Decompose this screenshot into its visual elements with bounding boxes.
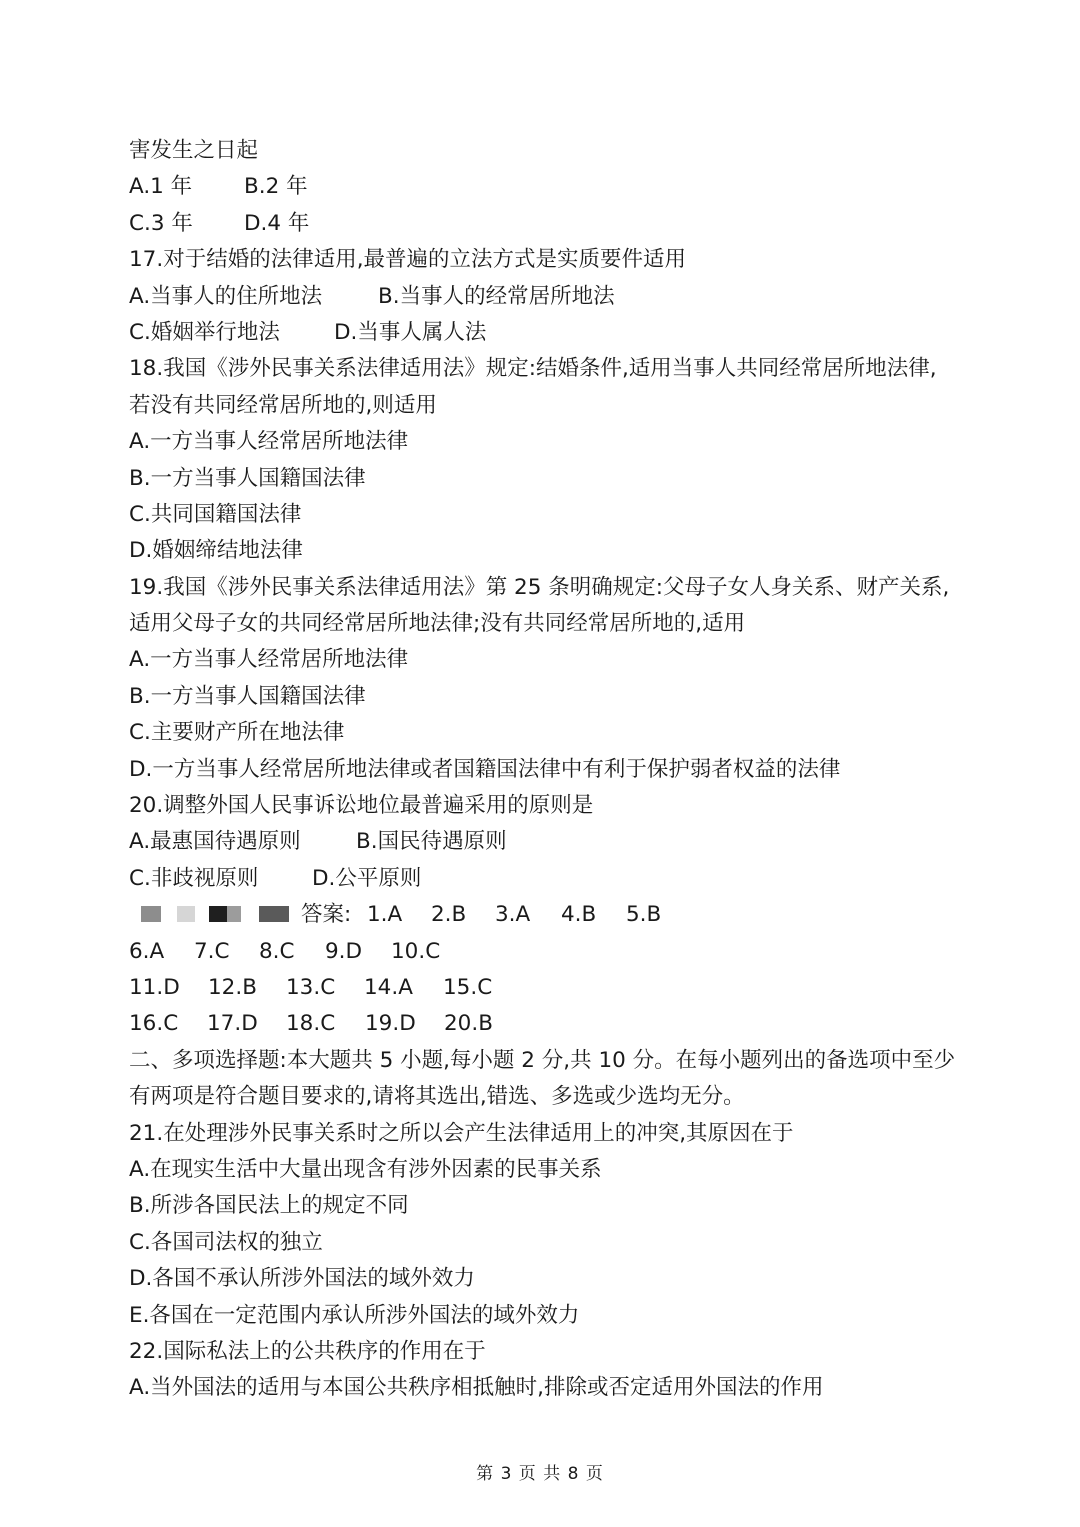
option-row xyxy=(129,824,959,860)
answer: 15.C xyxy=(443,974,493,1000)
answer: 5.B xyxy=(626,902,662,928)
section-heading: 二、多项选择题:本大题共 5 小题,每小题 2 分,共 10 分。在每小题列出的备选项中至少 xyxy=(129,1047,956,1073)
option-row xyxy=(129,861,959,897)
answer: 11.D xyxy=(129,974,180,1000)
answer: 3.A xyxy=(495,902,531,928)
page-content xyxy=(129,133,959,1407)
answer: 12.B xyxy=(208,974,257,1000)
option-b: B.2 年 xyxy=(244,174,308,200)
option-b: B.一方当事人国籍国法律 xyxy=(129,683,366,709)
option-d: D.婚姻缔结地法律 xyxy=(129,538,303,564)
option-c: C.婚姻举行地法 xyxy=(129,319,280,345)
answer: 10.C xyxy=(391,938,441,964)
answer: 4.B xyxy=(561,902,597,928)
answers-row xyxy=(129,934,959,970)
answer: 7.C xyxy=(194,938,230,964)
answer: 2.B xyxy=(431,902,467,928)
option-row xyxy=(129,315,959,351)
answer: 6.A xyxy=(129,938,165,964)
option-d: D.各国不承认所涉外国法的域外效力 xyxy=(129,1266,475,1292)
answer: 20.B xyxy=(444,1011,493,1037)
question-17: 17.对于结婚的法律适用,最普遍的立法方式是实质要件适用 xyxy=(129,247,687,273)
redacted-text xyxy=(129,906,301,922)
text-line: 适用父母子女的共同经常居所地法律;没有共同经常居所地的,适用 xyxy=(129,611,746,637)
option-a: A.在现实生活中大量出现含有涉外因素的民事关系 xyxy=(129,1156,602,1182)
option-b: B.一方当事人国籍国法律 xyxy=(129,465,366,491)
option-row xyxy=(129,206,959,242)
answers-row xyxy=(129,897,959,933)
option-a: A.1 年 xyxy=(129,174,193,200)
option-b: B.当事人的经常居所地法 xyxy=(378,283,615,309)
option-b: B.国民待遇原则 xyxy=(356,829,507,855)
option-row xyxy=(129,169,959,205)
answer: 17.D xyxy=(207,1011,258,1037)
option-e: E.各国在一定范围内承认所涉外国法的域外效力 xyxy=(129,1302,580,1328)
option-c: C.各国司法权的独立 xyxy=(129,1229,323,1255)
option-a: A.最惠国待遇原则 xyxy=(129,829,301,855)
option-d: D.一方当事人经常居所地法律或者国籍国法律中有利于保护弱者权益的法律 xyxy=(129,756,841,782)
answers-row xyxy=(129,970,959,1006)
option-d: D.4 年 xyxy=(244,210,310,236)
option-c: C.共同国籍国法律 xyxy=(129,501,302,527)
answer: 19.D xyxy=(365,1011,416,1037)
question-20: 20.调整外国人民事诉讼地位最普遍采用的原则是 xyxy=(129,793,594,819)
question-21: 21.在处理涉外民事关系时之所以会产生法律适用上的冲突,其原因在于 xyxy=(129,1120,794,1146)
option-a: A.当外国法的适用与本国公共秩序相抵触时,排除或否定适用外国法的作用 xyxy=(129,1375,824,1401)
option-d: D.当事人属人法 xyxy=(334,319,487,345)
text-line: 有两项是符合题目要求的,请将其选出,错选、多选或少选均无分。 xyxy=(129,1084,745,1110)
answer: 9.D xyxy=(325,938,363,964)
answer: 13.C xyxy=(286,974,336,1000)
option-a: A.当事人的住所地法 xyxy=(129,283,323,309)
question-22: 22.国际私法上的公共秩序的作用在于 xyxy=(129,1338,486,1364)
option-c: C.主要财产所在地法律 xyxy=(129,720,345,746)
answers-label: 答案: xyxy=(301,902,352,928)
option-a: A.一方当事人经常居所地法律 xyxy=(129,429,409,455)
option-d: D.公平原则 xyxy=(312,865,422,891)
question-19: 19.我国《涉外民事关系法律适用法》第 25 条明确规定:父母子女人身关系、财产关系, xyxy=(129,574,950,600)
answer: 8.C xyxy=(259,938,295,964)
answer: 16.C xyxy=(129,1011,179,1037)
answer: 14.A xyxy=(364,974,413,1000)
option-b: B.所涉各国民法上的规定不同 xyxy=(129,1193,409,1219)
option-c: C.3 年 xyxy=(129,210,193,236)
answer: 1.A xyxy=(367,902,403,928)
option-c: C.非歧视原则 xyxy=(129,865,259,891)
answer: 18.C xyxy=(286,1011,336,1037)
page-number: 第 3 页 共 8 页 xyxy=(476,1464,604,1484)
text-line: 害发生之日起 xyxy=(129,138,259,163)
option-row xyxy=(129,279,959,315)
question-18: 18.我国《涉外民事关系法律适用法》规定:结婚条件,适用当事人共同经常居所地法律, xyxy=(129,356,937,382)
answers-row xyxy=(129,1006,959,1042)
text-line: 若没有共同经常居所地的,则适用 xyxy=(129,392,437,418)
option-a: A.一方当事人经常居所地法律 xyxy=(129,647,409,673)
